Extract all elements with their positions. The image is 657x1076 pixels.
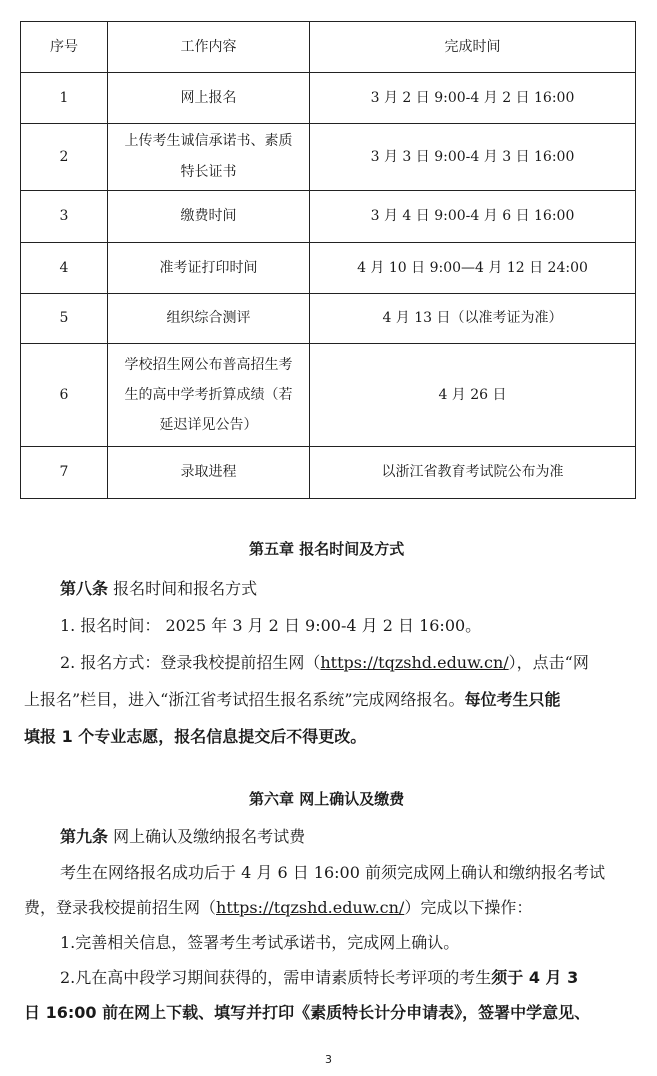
page-number: 3 bbox=[325, 1053, 332, 1066]
paragraph bbox=[24, 895, 532, 918]
row-number: 4 bbox=[21, 243, 108, 294]
row-number: 6 bbox=[21, 344, 108, 447]
text-segment: 费，登录我校提前招生网（ bbox=[24, 898, 217, 917]
row-task-line: 特长证书 bbox=[180, 164, 237, 180]
row-task-line: 上传考生诚信承诺书、素质 bbox=[124, 133, 293, 149]
table-row bbox=[21, 191, 636, 243]
article-number: 第九条 bbox=[60, 827, 109, 846]
text-segment: ），点击“网 bbox=[508, 653, 589, 672]
table-header-row bbox=[21, 22, 636, 73]
row-task-line: 生的高中学考折算成绩（若 bbox=[124, 387, 293, 403]
row-task: 组织综合测评 bbox=[108, 294, 310, 344]
registration-link[interactable]: https://tqzshd.eduw.cn/ bbox=[320, 653, 509, 672]
table-row bbox=[21, 344, 636, 447]
row-task bbox=[108, 124, 310, 191]
chapter-title: 第五章 报名时间及方式 bbox=[249, 540, 405, 558]
header-number: 序号 bbox=[21, 22, 108, 73]
schedule-table bbox=[20, 21, 636, 499]
emphasis-text: 日 16:00 前在网上下载、填写并打印《素质特长计分申请表》，签署中学意见、 bbox=[24, 1003, 591, 1022]
article-number: 第八条 bbox=[60, 579, 109, 598]
paragraph bbox=[24, 687, 561, 710]
row-number: 3 bbox=[21, 191, 108, 243]
text-segment: 2.凡在高中段学习期间获得的，需申请素质特长考评项的考生 bbox=[60, 968, 492, 987]
row-time: 4 月 26 日 bbox=[310, 344, 636, 447]
paragraph: 考生在网络报名成功后于 4 月 6 日 16:00 前须完成网上确认和缴纳报名考试 bbox=[60, 863, 605, 882]
row-number: 2 bbox=[21, 124, 108, 191]
article-heading bbox=[60, 576, 257, 599]
paragraph bbox=[60, 650, 589, 673]
row-time: 3 月 2 日 9:00-4 月 2 日 16:00 bbox=[310, 73, 636, 124]
row-task-line: 学校招生网公布普高招生考 bbox=[124, 357, 293, 373]
row-task bbox=[108, 344, 310, 447]
table-row bbox=[21, 73, 636, 124]
article-text: 网上确认及缴纳报名考试费 bbox=[108, 827, 306, 846]
emphasis-text: 须于 4 月 3 bbox=[491, 968, 579, 987]
row-number: 7 bbox=[21, 447, 108, 499]
emphasis-text: 填报 1 个专业志愿，报名信息提交后不得更改。 bbox=[24, 727, 367, 746]
text-segment: 上报名”栏目，进入“浙江省考试招生报名系统”完成网络报名。 bbox=[24, 690, 465, 709]
row-task: 网上报名 bbox=[108, 73, 310, 124]
paragraph: 1. 报名时间： 2025 年 3 月 2 日 9:00-4 月 2 日 16:00。 bbox=[60, 616, 482, 635]
row-time: 3 月 3 日 9:00-4 月 3 日 16:00 bbox=[310, 124, 636, 191]
row-time: 4 月 13 日（以准考证为准） bbox=[310, 294, 636, 344]
chapter-title: 第六章 网上确认及缴费 bbox=[249, 790, 405, 808]
article-heading bbox=[60, 824, 305, 847]
row-task: 缴费时间 bbox=[108, 191, 310, 243]
row-number: 5 bbox=[21, 294, 108, 344]
row-task-line: 延迟详见公告） bbox=[159, 417, 258, 433]
text-segment: ）完成以下操作： bbox=[404, 898, 533, 917]
row-time: 以浙江省教育考试院公布为准 bbox=[310, 447, 636, 499]
row-number: 1 bbox=[21, 73, 108, 124]
article-text: 报名时间和报名方式 bbox=[108, 579, 258, 598]
table-row bbox=[21, 294, 636, 344]
paragraph bbox=[60, 965, 578, 988]
registration-link[interactable]: https://tqzshd.eduw.cn/ bbox=[216, 898, 405, 917]
table-row bbox=[21, 447, 636, 499]
row-task: 准考证打印时间 bbox=[108, 243, 310, 294]
header-task: 工作内容 bbox=[108, 22, 310, 73]
row-task: 录取进程 bbox=[108, 447, 310, 499]
row-time: 3 月 4 日 9:00-4 月 6 日 16:00 bbox=[310, 191, 636, 243]
table-row bbox=[21, 124, 636, 191]
paragraph: 1.完善相关信息，签署考生考试承诺书，完成网上确认。 bbox=[60, 933, 460, 952]
header-time: 完成时间 bbox=[310, 22, 636, 73]
emphasis-text: 每位考生只能 bbox=[464, 690, 561, 709]
row-time: 4 月 10 日 9:00—4 月 12 日 24:00 bbox=[310, 243, 636, 294]
table-row bbox=[21, 243, 636, 294]
text-segment: 2. 报名方式：登录我校提前招生网（ bbox=[60, 653, 321, 672]
